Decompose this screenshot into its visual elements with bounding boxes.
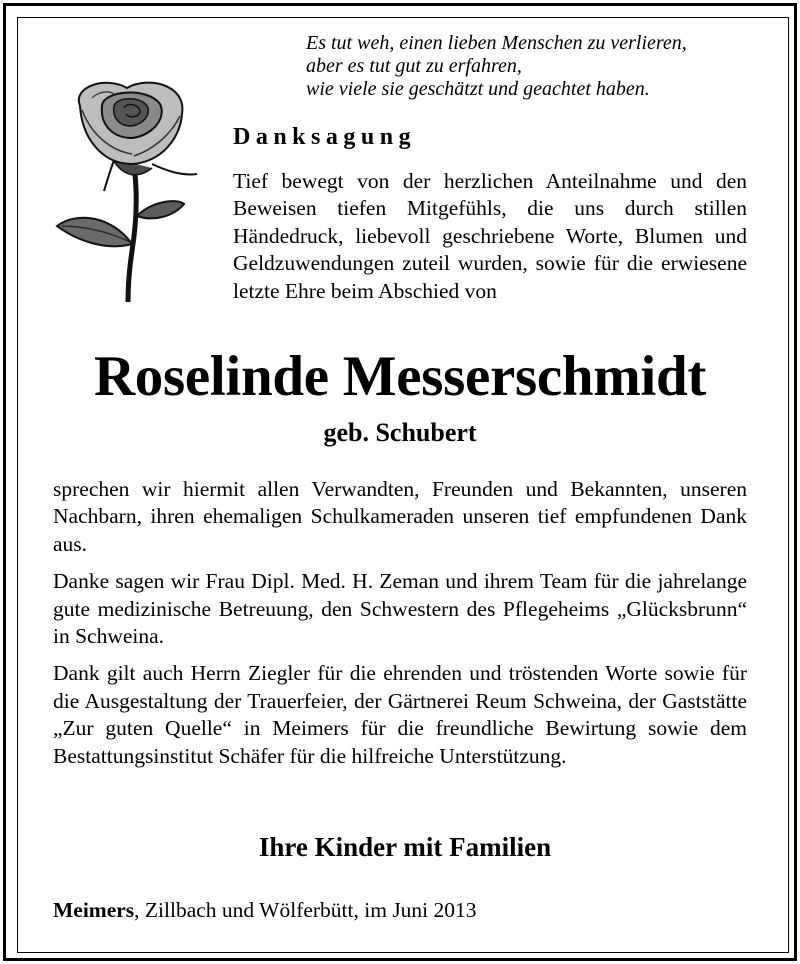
- birth-name: geb. Schubert: [323, 418, 477, 447]
- signature: Ihre Kinder mit Familien: [258, 832, 552, 862]
- paragraph: sprechen wir hiermit allen Verwandten, Freunden und Bekannten, unseren Nachbarn, ihren ehemaligen Schulkameraden unseren tief empfundenen Dank aus.: [53, 477, 747, 556]
- place-date: [53, 898, 477, 923]
- place-rest: , Zillbach und Wölferbütt, im Juni 2013: [134, 898, 477, 922]
- quote-line: aber es tut gut zu erfahren,: [306, 55, 522, 77]
- quote-line: wie viele sie geschätzt und geachtet haben.: [306, 78, 650, 100]
- heading-danksagung: Danksagung: [233, 124, 417, 150]
- paragraph: Dank gilt auch Herrn Ziegler für die ehrenden und tröstenden Worte sowie für die Ausgestaltung der Trauerfeier, der Gärtnerei Reum Schweina, der Gaststätte „Zur guten Quelle“ in Meimers für die freundliche Bewirtung sowie dem Bestattungsinstitut Schäfer für die hilfreiche Unterstützung.: [53, 661, 747, 768]
- place-town: Meimers: [53, 898, 135, 922]
- intro-paragraph: Tief bewegt von der herzlichen Anteilnahme und den Beweisen tiefen Mitgefühls, die uns durch stillen Händedruck, liebevoll geschriebene Worte, Blumen und Geldzuwendungen zuteil wurden, sowie für die erwiesene letzte Ehre beim Abschied von: [233, 169, 747, 303]
- rose-illustration: [52, 76, 202, 304]
- quote: [306, 32, 766, 101]
- paragraph: Danke sagen wir Frau Dipl. Med. H. Zeman und ihrem Team für die jahrelange gute medizinische Betreuung, den Schwestern des Pflegeheims „Glücksbrunn“ in Schweina.: [53, 569, 747, 649]
- quote-line: Es tut weh, einen lieben Menschen zu verlieren,: [306, 32, 687, 54]
- body-text: [53, 476, 747, 780]
- deceased-name: Roselinde Messerschmidt: [93, 345, 707, 408]
